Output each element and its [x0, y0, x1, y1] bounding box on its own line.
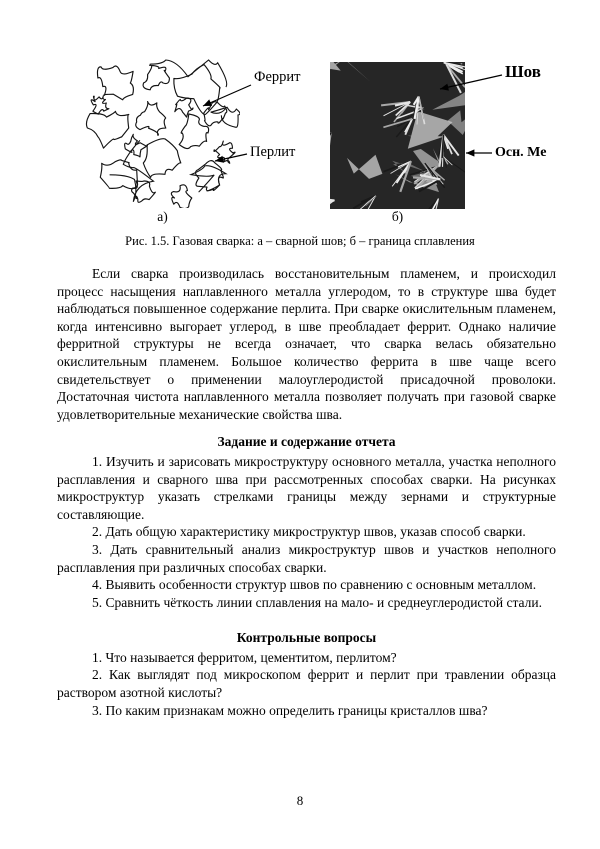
- label-weld-seam: Шов: [505, 62, 541, 81]
- figure-caption: Рис. 1.5. Газовая сварка: а – сварной шов; б – граница сплавления: [125, 234, 475, 248]
- page-number: 8: [296, 793, 304, 808]
- intro-paragraph: Если сварка производилась восстановительным пламенем, и происходил процесс насыщения наплавленного металла углеродом, то в структуре шва будет наблюдаться повышенное содержание перлита. При сварке окислительным пламенем, когда интенсивно выгорает углерод, в шве преобладает феррит. Однако наличие ферритной структуры не всегда означает, что сварка велась обязательно окислительным пламенем. Большое количество феррита в шве чаще всего свидетельствует о применении малоуглеродистой присадочной проволоки. Достаточная чистота наплавленного металла позволяет получать при газовой сварке удовлетворительные механические свойства шва.: [57, 266, 556, 422]
- subfigure-b-label: б): [391, 209, 404, 224]
- task-item-2: 2. Дать общую характеристику микроструктур швов, указав способ сварки.: [92, 524, 526, 540]
- task-item-4: 4. Выявить особенности структур швов по сравнению с основным металлом.: [92, 577, 537, 593]
- micrograph-fusion-boundary-image: [330, 62, 465, 209]
- task-item-1: 1. Изучить и зарисовать микроструктуру основного металла, участка неполного расплавления и сварного шва при рассмотренных способах сварки. На рисунках микроструктур указать стрелками границы между зернами и структурные составляющие.: [57, 453, 556, 522]
- subfigure-a-label: а): [157, 209, 168, 224]
- task-item-3: 3. Дать сравнительный анализ микроструктур швов и участков неполного расплавления при различных способах сварки.: [57, 541, 556, 575]
- question-item-1: 1. Что называется ферритом, цементитом, перлитом?: [92, 649, 397, 665]
- figure-1-5: [0, 58, 600, 230]
- section-heading-tasks: Задание и содержание отчета: [217, 434, 396, 450]
- label-ferrite: Феррит: [254, 69, 301, 85]
- label-perlite: Перлит: [250, 144, 296, 160]
- micrograph-weld-seam-image: [85, 58, 240, 208]
- task-item-5: 5. Сравнить чёткость линии сплавления на мало- и среднеуглеродистой стали.: [92, 594, 542, 610]
- question-item-3: 3. По каким признакам можно определить границы кристаллов шва?: [92, 702, 488, 718]
- label-base-metal: Осн. Ме: [495, 145, 547, 160]
- section-heading-questions: Контрольные вопросы: [236, 630, 377, 646]
- question-item-2: 2. Как выглядят под микроскопом феррит и перлит при травлении образца раствором азотной кислоты?: [57, 667, 556, 701]
- body-text: [57, 265, 556, 719]
